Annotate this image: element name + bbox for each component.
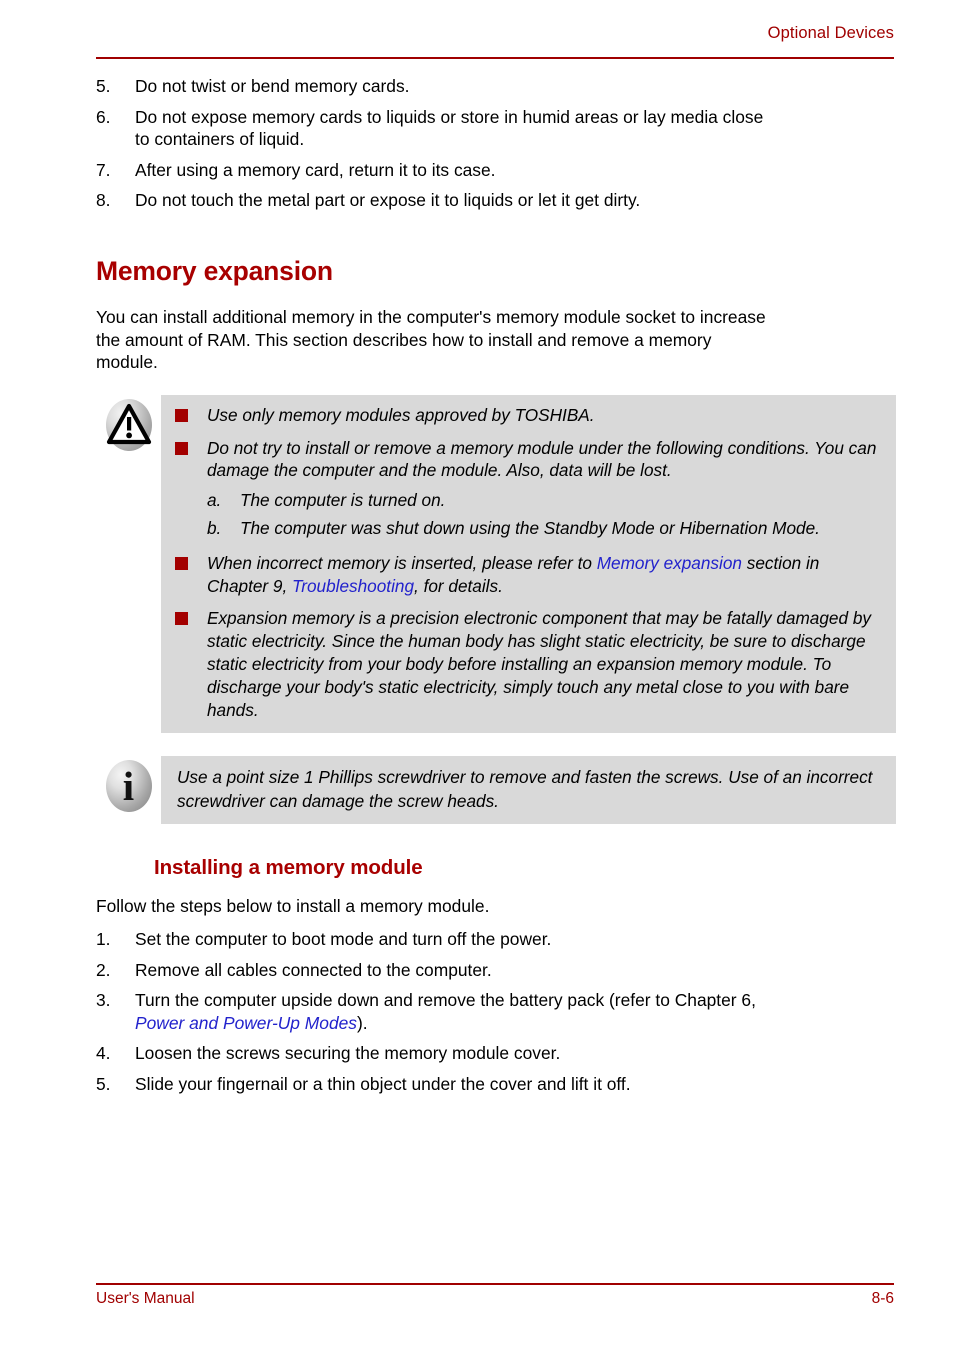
warning-bullet-item — [175, 607, 882, 721]
info-box-body — [161, 756, 896, 824]
info-box-text: Use a point size 1 Phillips screwdriver to remove and fasten the screws. Use of an incorrect screwdriver can damage the screw heads. — [177, 767, 873, 811]
square-bullet-icon — [175, 442, 188, 455]
warning-bullet-text-with-links — [207, 552, 882, 598]
list-item-text: Set the computer to boot mode and turn off the power. — [135, 928, 552, 949]
list-item-text: Slide your fingernail or a thin object under the cover and lift it off. — [135, 1073, 631, 1094]
bullet-text-middle: section in Chapter 9, — [207, 552, 820, 596]
square-bullet-icon — [175, 557, 188, 570]
list-item-text-with-link — [135, 989, 772, 1034]
warning-bullet-item — [175, 404, 882, 427]
link-memory-expansion[interactable]: Memory expansion — [596, 552, 742, 573]
warning-condition-list — [207, 489, 882, 540]
installing-steps-list — [96, 928, 772, 1096]
list-item-text: Do not twist or bend memory cards. — [135, 76, 410, 96]
warning-bullet-item — [175, 552, 882, 598]
list-item — [96, 928, 772, 951]
list-item — [96, 159, 772, 182]
list-item-marker: 8. — [96, 190, 111, 211]
warning-triangle-icon — [106, 399, 152, 451]
warning-bullet-text: Expansion memory is a precision electronic component that may be fatally damaged by static electricity. Since the human body has slight static electricity, be sure to discharge static electricity from your body before installing an expansion memory module. To discharge your body's static electricity, simply touch any metal close to you with bare hands. — [207, 608, 871, 720]
bullet-text-before: When incorrect memory is inserted, please refer to — [207, 552, 597, 573]
footer-rule — [96, 1283, 894, 1285]
list-item — [96, 1073, 772, 1096]
list-item-marker: 2. — [96, 959, 111, 980]
list-item-marker: 1. — [96, 928, 111, 949]
list-item-text: Loosen the screws securing the memory module cover. — [135, 1043, 561, 1064]
list-item — [96, 106, 772, 151]
installing-intro: Follow the steps below to install a memory module. — [96, 896, 490, 917]
warning-bullet-text: Do not try to install or remove a memory module under the following conditions. You can damage the computer and the module. Also, data will be lost. — [207, 437, 877, 481]
header-rule — [96, 57, 894, 59]
step-text-before: Turn the computer upside down and remove the battery pack (refer to Chapter 6, — [135, 990, 756, 1011]
info-icon-cell — [96, 756, 161, 812]
warning-bullet-item — [175, 437, 882, 483]
square-bullet-icon — [175, 612, 188, 625]
list-item-text: After using a memory card, return it to its case. — [135, 159, 496, 180]
page-footer — [96, 1290, 894, 1308]
info-note-box — [96, 756, 896, 824]
page-header-title: Optional Devices — [767, 24, 894, 42]
link-troubleshooting[interactable]: Troubleshooting — [292, 575, 415, 596]
list-item-marker: a. — [207, 490, 222, 511]
section-heading-memory-expansion: Memory expansion — [96, 255, 333, 286]
list-item-marker: 6. — [96, 106, 111, 127]
list-item — [207, 517, 882, 540]
page-content — [96, 75, 896, 1103]
warning-icon-cell — [96, 395, 161, 451]
list-item — [207, 489, 882, 512]
list-item-marker: 5. — [96, 76, 111, 96]
list-item-text: The computer was shut down using the Standby Mode or Hibernation Mode. — [240, 517, 820, 538]
list-item-marker: 5. — [96, 1073, 111, 1094]
memory-card-cautions-list — [96, 75, 772, 212]
list-item-marker: 3. — [96, 990, 111, 1011]
list-item-marker: 7. — [96, 159, 111, 180]
list-item — [96, 189, 772, 212]
info-i-icon — [106, 760, 152, 812]
memory-expansion-intro: You can install additional memory in the computer's memory module socket to increase the amount of RAM. This section describes how to install and remove a memory module. — [96, 306, 766, 373]
bullet-text-after: , for details. — [414, 575, 503, 596]
list-item — [96, 959, 772, 982]
link-power-and-power-up-modes[interactable]: Power and Power-Up Modes — [135, 1012, 358, 1033]
list-item-text: Remove all cables connected to the computer. — [135, 959, 492, 980]
list-item — [96, 989, 772, 1034]
list-item-text: Do not touch the metal part or expose it to liquids or let it get dirty. — [135, 190, 641, 211]
page-header — [96, 24, 894, 48]
footer-manual-label: User's Manual — [96, 1290, 195, 1307]
warning-box-body — [161, 395, 896, 734]
list-item-text: The computer is turned on. — [240, 490, 446, 511]
list-item — [96, 1042, 772, 1065]
list-item-marker: b. — [207, 517, 222, 538]
footer-page-number: 8-6 — [871, 1290, 894, 1307]
info-icon-glyph: i — [122, 763, 135, 810]
list-item-text: Do not expose memory cards to liquids or store in humid areas or lay media close to containers of liquid. — [135, 106, 764, 150]
list-item-marker: 4. — [96, 1043, 111, 1064]
subsection-heading-installing-memory-module: Installing a memory module — [154, 856, 423, 880]
warning-bullet-text: Use only memory modules approved by TOSHIBA. — [207, 404, 595, 425]
warning-sublist-wrapper — [207, 489, 882, 540]
list-item — [96, 75, 772, 98]
warning-sublist-item — [175, 489, 882, 540]
warning-bullet-list — [175, 404, 882, 722]
warning-note-box — [96, 395, 896, 734]
step-text-after: ). — [357, 1012, 368, 1033]
square-bullet-icon — [175, 409, 188, 422]
